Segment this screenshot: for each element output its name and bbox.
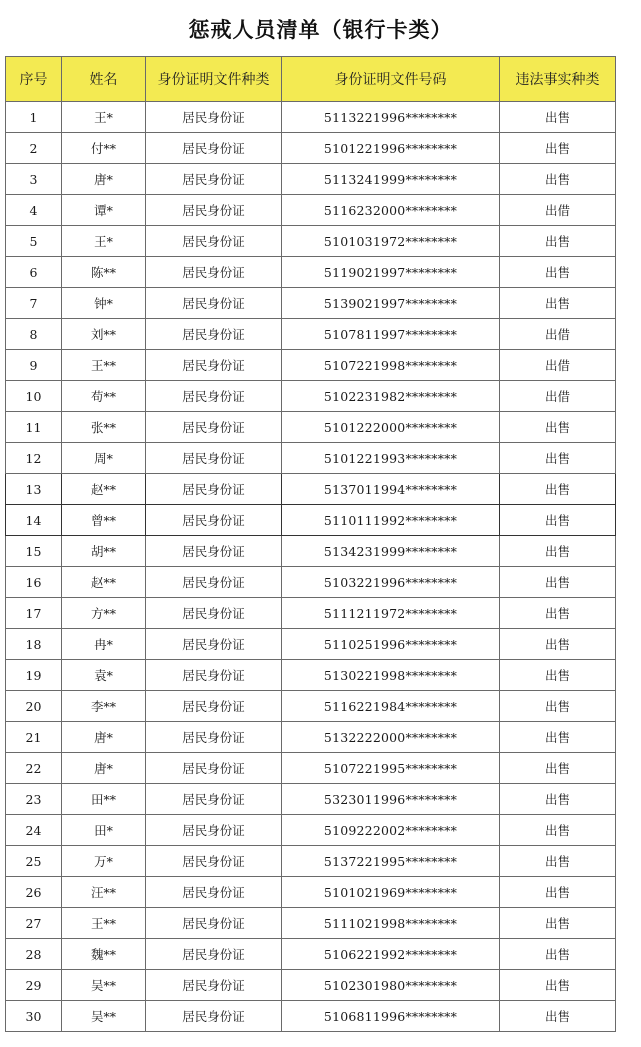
cell-name: 赵**	[62, 567, 146, 598]
cell-id-doc-number: 5323011996********	[282, 784, 500, 815]
page-title: 惩戒人员清单（银行卡类）	[188, 18, 453, 42]
table-row	[6, 102, 616, 133]
cell-index: 11	[6, 412, 62, 443]
cell-violation-type: 出售	[500, 226, 616, 257]
cell-name: 王**	[62, 350, 146, 381]
cell-index: 18	[6, 629, 62, 660]
cell-violation-type: 出售	[500, 908, 616, 939]
table-body	[6, 102, 616, 1032]
cell-name: 付**	[62, 133, 146, 164]
cell-violation-type: 出售	[500, 1001, 616, 1032]
table-row	[6, 753, 616, 784]
cell-id-doc-type: 居民身份证	[146, 939, 282, 970]
cell-violation-type: 出售	[500, 660, 616, 691]
cell-id-doc-number: 5106811996********	[282, 1001, 500, 1032]
cell-id-doc-type: 居民身份证	[146, 598, 282, 629]
cell-name: 王*	[62, 226, 146, 257]
cell-id-doc-type: 居民身份证	[146, 195, 282, 226]
cell-id-doc-type: 居民身份证	[146, 164, 282, 195]
cell-id-doc-type: 居民身份证	[146, 660, 282, 691]
table-row	[6, 505, 616, 536]
cell-index: 1	[6, 102, 62, 133]
header-name: 姓名	[62, 57, 146, 102]
cell-name: 吴**	[62, 1001, 146, 1032]
cell-id-doc-number: 5132222000********	[282, 722, 500, 753]
cell-id-doc-type: 居民身份证	[146, 102, 282, 133]
cell-id-doc-number: 5109222002********	[282, 815, 500, 846]
cell-id-doc-type: 居民身份证	[146, 288, 282, 319]
cell-id-doc-number: 5113221996********	[282, 102, 500, 133]
cell-name: 赵**	[62, 474, 146, 505]
cell-index: 12	[6, 443, 62, 474]
cell-violation-type: 出售	[500, 536, 616, 567]
cell-id-doc-type: 居民身份证	[146, 474, 282, 505]
table-row	[6, 970, 616, 1001]
cell-name: 刘**	[62, 319, 146, 350]
cell-index: 8	[6, 319, 62, 350]
cell-index: 27	[6, 908, 62, 939]
cell-index: 20	[6, 691, 62, 722]
cell-name: 万*	[62, 846, 146, 877]
cell-violation-type: 出售	[500, 257, 616, 288]
cell-violation-type: 出售	[500, 877, 616, 908]
cell-name: 王**	[62, 908, 146, 939]
header-id-doc-type: 身份证明文件种类	[146, 57, 282, 102]
cell-violation-type: 出售	[500, 753, 616, 784]
cell-id-doc-number: 5101021969********	[282, 877, 500, 908]
table-row	[6, 815, 616, 846]
cell-id-doc-type: 居民身份证	[146, 877, 282, 908]
penalty-roster-table	[5, 56, 616, 1032]
table-row	[6, 598, 616, 629]
cell-index: 22	[6, 753, 62, 784]
table-row	[6, 443, 616, 474]
cell-id-doc-number: 5116232000********	[282, 195, 500, 226]
cell-id-doc-type: 居民身份证	[146, 753, 282, 784]
cell-name: 李**	[62, 691, 146, 722]
table-row	[6, 257, 616, 288]
cell-id-doc-number: 5106221992********	[282, 939, 500, 970]
cell-id-doc-type: 居民身份证	[146, 970, 282, 1001]
table-row	[6, 908, 616, 939]
cell-index: 16	[6, 567, 62, 598]
header-id-doc-number: 身份证明文件号码	[282, 57, 500, 102]
cell-id-doc-number: 5102301980********	[282, 970, 500, 1001]
table-row	[6, 412, 616, 443]
cell-violation-type: 出售	[500, 598, 616, 629]
table-row	[6, 195, 616, 226]
cell-id-doc-type: 居民身份证	[146, 381, 282, 412]
cell-name: 魏**	[62, 939, 146, 970]
cell-id-doc-number: 5107811997********	[282, 319, 500, 350]
cell-violation-type: 出售	[500, 412, 616, 443]
cell-name: 田**	[62, 784, 146, 815]
cell-id-doc-number: 5107221998********	[282, 350, 500, 381]
cell-index: 19	[6, 660, 62, 691]
cell-id-doc-number: 5101221993********	[282, 443, 500, 474]
cell-index: 4	[6, 195, 62, 226]
cell-index: 23	[6, 784, 62, 815]
table-row	[6, 660, 616, 691]
cell-id-doc-type: 居民身份证	[146, 908, 282, 939]
table-row	[6, 288, 616, 319]
cell-id-doc-type: 居民身份证	[146, 815, 282, 846]
cell-name: 吴**	[62, 970, 146, 1001]
cell-index: 7	[6, 288, 62, 319]
cell-id-doc-type: 居民身份证	[146, 536, 282, 567]
cell-violation-type: 出借	[500, 350, 616, 381]
cell-name: 袁*	[62, 660, 146, 691]
cell-id-doc-type: 居民身份证	[146, 784, 282, 815]
cell-name: 谭*	[62, 195, 146, 226]
cell-name: 冉*	[62, 629, 146, 660]
cell-name: 钟*	[62, 288, 146, 319]
cell-id-doc-number: 5130221998********	[282, 660, 500, 691]
cell-id-doc-number: 5111021998********	[282, 908, 500, 939]
cell-violation-type: 出售	[500, 846, 616, 877]
cell-id-doc-number: 5101031972********	[282, 226, 500, 257]
cell-index: 25	[6, 846, 62, 877]
table-header-row	[6, 57, 616, 102]
cell-name: 胡**	[62, 536, 146, 567]
cell-index: 10	[6, 381, 62, 412]
table-row	[6, 350, 616, 381]
cell-index: 6	[6, 257, 62, 288]
cell-id-doc-type: 居民身份证	[146, 319, 282, 350]
cell-name: 唐*	[62, 722, 146, 753]
table-row	[6, 474, 616, 505]
cell-id-doc-number: 5102231982********	[282, 381, 500, 412]
cell-violation-type: 出借	[500, 381, 616, 412]
cell-id-doc-type: 居民身份证	[146, 443, 282, 474]
cell-id-doc-type: 居民身份证	[146, 722, 282, 753]
cell-name: 曾**	[62, 505, 146, 536]
cell-violation-type: 出售	[500, 164, 616, 195]
cell-violation-type: 出售	[500, 629, 616, 660]
cell-index: 14	[6, 505, 62, 536]
table-row	[6, 381, 616, 412]
table-row	[6, 691, 616, 722]
cell-name: 汪**	[62, 877, 146, 908]
cell-violation-type: 出售	[500, 784, 616, 815]
cell-id-doc-number: 5111211972********	[282, 598, 500, 629]
cell-id-doc-type: 居民身份证	[146, 257, 282, 288]
cell-id-doc-type: 居民身份证	[146, 567, 282, 598]
cell-id-doc-type: 居民身份证	[146, 691, 282, 722]
cell-violation-type: 出售	[500, 567, 616, 598]
cell-violation-type: 出售	[500, 133, 616, 164]
cell-id-doc-number: 5113241999********	[282, 164, 500, 195]
cell-violation-type: 出借	[500, 195, 616, 226]
cell-name: 王*	[62, 102, 146, 133]
header-violation-type: 违法事实种类	[500, 57, 616, 102]
cell-violation-type: 出售	[500, 691, 616, 722]
cell-id-doc-type: 居民身份证	[146, 133, 282, 164]
cell-violation-type: 出售	[500, 443, 616, 474]
cell-index: 24	[6, 815, 62, 846]
cell-violation-type: 出售	[500, 939, 616, 970]
table-row	[6, 164, 616, 195]
table-row	[6, 319, 616, 350]
cell-id-doc-number: 5116221984********	[282, 691, 500, 722]
table-row	[6, 1001, 616, 1032]
cell-index: 30	[6, 1001, 62, 1032]
table-row	[6, 226, 616, 257]
cell-violation-type: 出售	[500, 970, 616, 1001]
cell-id-doc-number: 5101221996********	[282, 133, 500, 164]
table-row	[6, 567, 616, 598]
cell-index: 2	[6, 133, 62, 164]
table-row	[6, 877, 616, 908]
cell-name: 张**	[62, 412, 146, 443]
cell-id-doc-type: 居民身份证	[146, 350, 282, 381]
cell-id-doc-number: 5107221995********	[282, 753, 500, 784]
cell-name: 方**	[62, 598, 146, 629]
cell-violation-type: 出售	[500, 474, 616, 505]
table-row	[6, 536, 616, 567]
cell-id-doc-number: 5137011994********	[282, 474, 500, 505]
cell-name: 周*	[62, 443, 146, 474]
cell-name: 苟**	[62, 381, 146, 412]
cell-id-doc-number: 5101222000********	[282, 412, 500, 443]
cell-id-doc-type: 居民身份证	[146, 1001, 282, 1032]
cell-violation-type: 出售	[500, 288, 616, 319]
cell-violation-type: 出售	[500, 505, 616, 536]
table-row	[6, 133, 616, 164]
cell-index: 29	[6, 970, 62, 1001]
cell-id-doc-number: 5139021997********	[282, 288, 500, 319]
table-row	[6, 846, 616, 877]
cell-index: 28	[6, 939, 62, 970]
cell-name: 唐*	[62, 753, 146, 784]
table-row	[6, 722, 616, 753]
header-index: 序号	[6, 57, 62, 102]
cell-id-doc-type: 居民身份证	[146, 846, 282, 877]
cell-index: 15	[6, 536, 62, 567]
cell-index: 5	[6, 226, 62, 257]
cell-id-doc-number: 5103221996********	[282, 567, 500, 598]
cell-id-doc-number: 5110251996********	[282, 629, 500, 660]
cell-id-doc-number: 5110111992********	[282, 505, 500, 536]
cell-id-doc-number: 5134231999********	[282, 536, 500, 567]
cell-id-doc-number: 5137221995********	[282, 846, 500, 877]
cell-name: 陈**	[62, 257, 146, 288]
cell-id-doc-type: 居民身份证	[146, 412, 282, 443]
cell-name: 田*	[62, 815, 146, 846]
cell-index: 17	[6, 598, 62, 629]
cell-name: 唐*	[62, 164, 146, 195]
cell-violation-type: 出售	[500, 102, 616, 133]
cell-violation-type: 出售	[500, 815, 616, 846]
cell-index: 21	[6, 722, 62, 753]
cell-violation-type: 出售	[500, 722, 616, 753]
cell-index: 3	[6, 164, 62, 195]
cell-id-doc-type: 居民身份证	[146, 226, 282, 257]
cell-id-doc-number: 5119021997********	[282, 257, 500, 288]
cell-id-doc-type: 居民身份证	[146, 629, 282, 660]
table-row	[6, 939, 616, 970]
cell-index: 9	[6, 350, 62, 381]
cell-violation-type: 出借	[500, 319, 616, 350]
cell-index: 13	[6, 474, 62, 505]
table-row	[6, 629, 616, 660]
table-row	[6, 784, 616, 815]
cell-id-doc-type: 居民身份证	[146, 505, 282, 536]
cell-index: 26	[6, 877, 62, 908]
